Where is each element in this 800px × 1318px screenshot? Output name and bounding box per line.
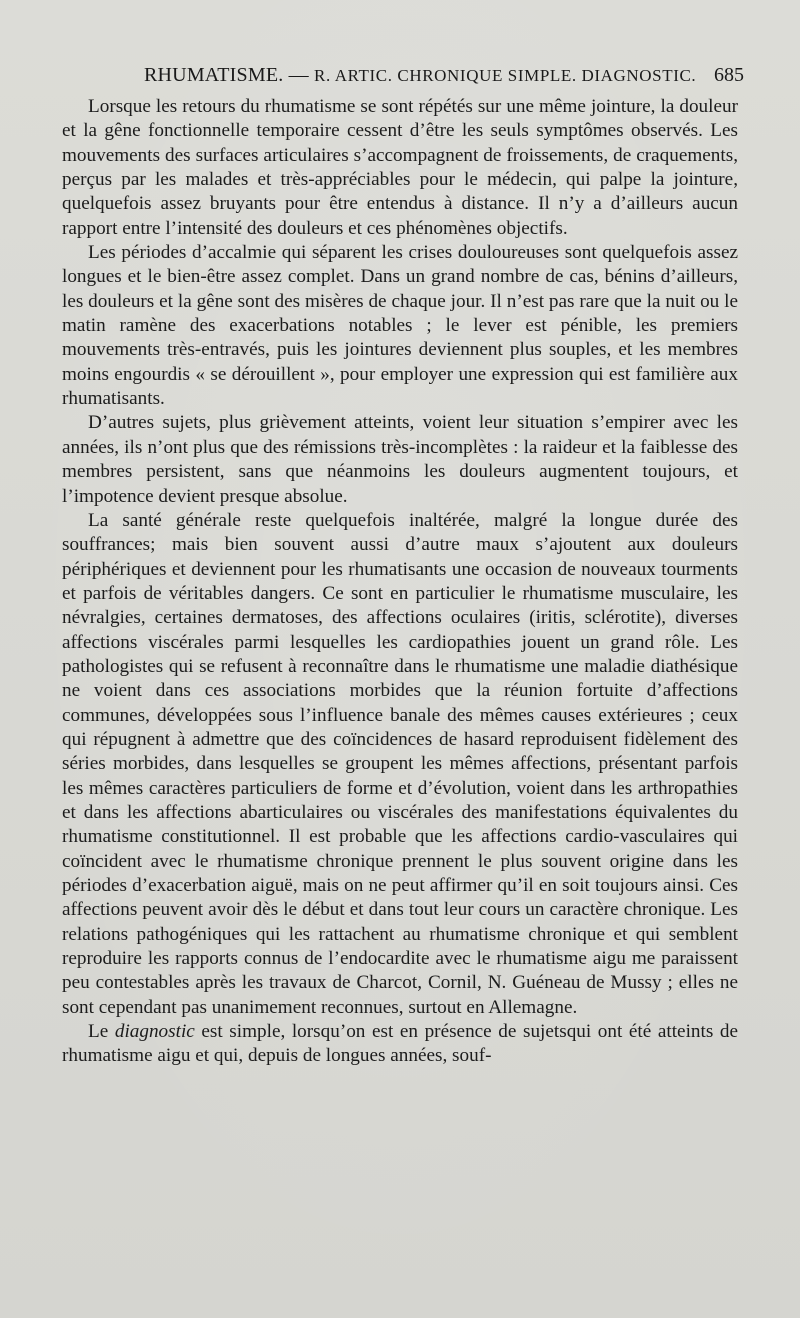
diagnostic-term: diagnostic — [114, 1021, 195, 1043]
body-text — [62, 95, 738, 1069]
diagnostic-text: est simple, lorsqu’on est en présence de sujetsqui ont été atteints de rhumatisme aigu et qui, depuis de longues années, souf- — [62, 1021, 738, 1067]
running-header — [62, 64, 744, 92]
running-title-main: RHUMATISME. — — [144, 64, 309, 86]
running-title — [144, 64, 696, 87]
paragraph-severe-cases: D’autres sujets, plus grièvement atteints, voient leur situation s’empirer avec les années, ils n’ont plus que des rémissions très-incomplètes : la raideur et la faiblesse des membres persistent, sans que néanmoins les douleurs augmentent toujours, et l’impotence devient presque absolue. — [62, 412, 738, 507]
diagnostic-lead: Le — [88, 1021, 115, 1043]
paragraph-diagnostic — [62, 1020, 738, 1069]
paragraph-joint-crepitus: Lorsque les retours du rhumatisme se sont répétés sur une même jointure, la douleur et la gêne fonctionnelle temporaire cessent d’être les seuls symptômes observés. Les mouvements des surfaces articulaires s’accompagnent de froissements, de craquements, perçus par les malades et très-appréciables pour le médecin, qui palpe la jointure, quelquefois assez bruyants pour être entendus à distance. Il n’y a d’ailleurs aucun rapport entre l’intensité des douleurs et ces phénomènes objectifs. — [62, 96, 738, 239]
page-number: 685 — [714, 64, 744, 86]
paragraph-general-health: La santé générale reste quelquefois inaltérée, malgré la longue durée des souffrances; mais bien souvent aussi d’autre maux s’ajoutent aux douleurs périphériques et deviennent pour les rhumatisants une occasion de nouveaux tourments et parfois de véritables dangers. Ce sont en particulier le rhumatisme musculaire, les névralgies, certaines dermatoses, des affections oculaires (iritis, sclérotite), diverses affections viscérales parmi lesquelles les cardiopathies jouent un grand rôle. Les pathologistes qui se refusent à reconnaître dans le rhumatisme une maladie diathésique ne voient dans ces associations morbides que la réunion fortuite d’affections communes, développées sous l’influence banale des mêmes causes extérieures ; ceux qui répugnent à admettre que des coïncidences de hasard reproduisent fidèlement des séries morbides, dans lesquelles se groupent les mêmes affections, présentant parfois les mêmes caractères particuliers de forme et d’évolution, voient dans les arthropathies et dans les affections abarticulaires ou viscérales des manifestations équivalentes du rhumatisme constitutionnel. Il est probable que les affections cardio-vasculaires qui coïncident avec le rhumatisme chronique prennent le plus souvent origine dans les périodes d’exacerbation aiguë, mais on ne peut affirmer qu’il en soit toujours ainsi. Ces affections peuvent avoir dès le début et dans tout leur cours un caractère chronique. Les relations pathogéniques qui les rattachent au rhumatisme chronique et qui semblent reproduire les rapports connus de l’endocardite avec le rhumatisme aigu me paraissent peu contestables après les travaux de Charcot, Cornil, N. Guéneau de Mussy ; elles ne sont cependant pas unanimement reconnues, surtout en Allemagne. — [62, 509, 738, 1018]
paragraph-remission-periods: Les périodes d’accalmie qui séparent les crises douloureuses sont quelquefois assez longues et le bien-être assez complet. Dans un grand nombre de cas, bénins d’ailleurs, les douleurs et la gêne sont des misères de chaque jour. Il n’est pas rare que la nuit ou le matin ramène des exacerbations notables ; le lever est pénible, les premiers mouvements très-entravés, puis les jointures deviennent plus souples, et les membres moins engourdis « se dérouillent », pour employer une expression qui est familière aux rhumatisants. — [62, 242, 738, 410]
running-title-subsection: R. ARTIC. CHRONIQUE SIMPLE. DIAGNOSTIC. — [314, 66, 697, 85]
